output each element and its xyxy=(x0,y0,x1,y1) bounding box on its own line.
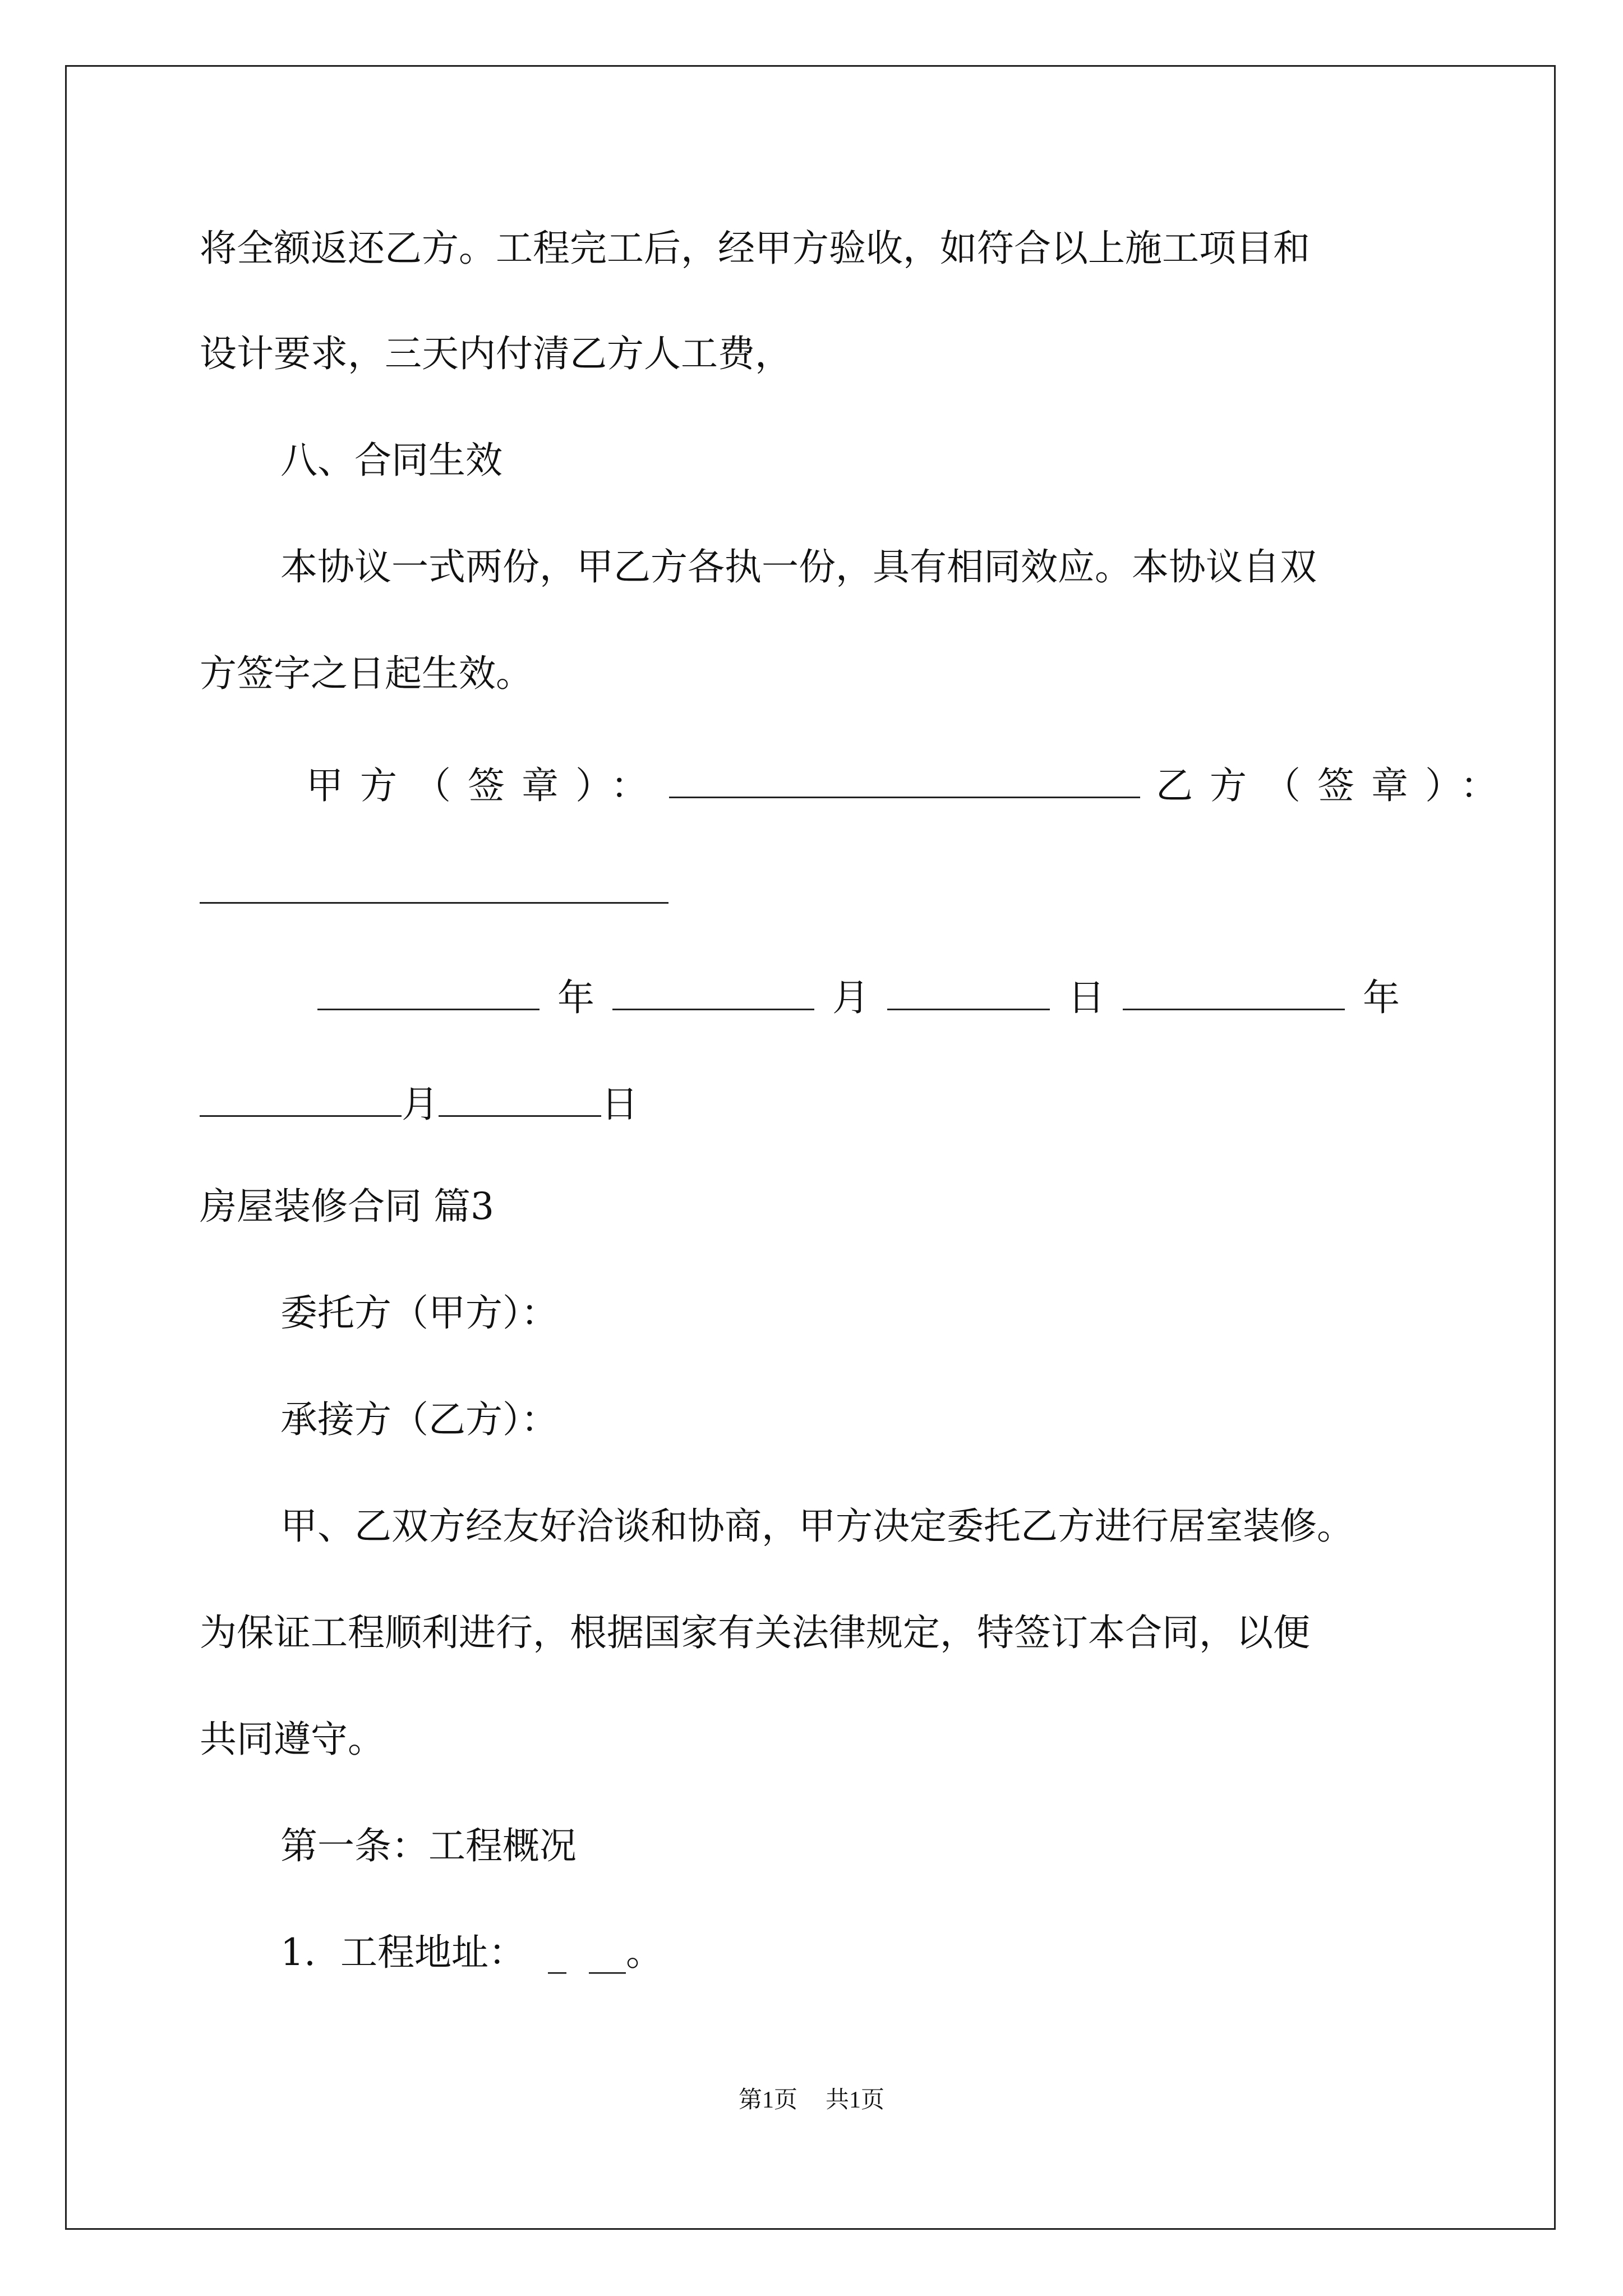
contractor-field: 承接方（乙方）： xyxy=(280,1398,558,1441)
section-heading: 八、合同生效 xyxy=(280,439,502,482)
year-blank xyxy=(1123,975,1345,1010)
paragraph-line: 将全额返还乙方。工程完工后，经甲方验收，如符合以上施工项目和 xyxy=(200,227,1310,270)
paragraph-line: 方签字之日起生效。 xyxy=(200,652,533,695)
address-blank: _ xyxy=(547,1931,566,1974)
day-blank xyxy=(887,975,1050,1010)
year-blank xyxy=(317,975,540,1010)
document-title: 房屋装修合同 篇3 xyxy=(200,1185,494,1228)
signature-line-continued xyxy=(200,868,668,910)
party-a-sign-blank xyxy=(669,763,1140,798)
month-blank xyxy=(200,1082,402,1117)
project-address-field xyxy=(280,1931,663,1974)
day-label: 日 xyxy=(1068,976,1105,1019)
page-footer xyxy=(0,2081,1623,2115)
total-pages: 共1页 xyxy=(826,2087,885,2113)
paragraph-line: 共同遵守。 xyxy=(200,1718,385,1761)
month-label: 月 xyxy=(832,976,869,1019)
project-address-label: 工程地址： xyxy=(340,1931,525,1974)
paragraph-line: 设计要求，三天内付清乙方人工费， xyxy=(200,332,792,375)
day-label: 日 xyxy=(601,1083,638,1126)
paragraph-line: 本协议一式两份，甲乙方各执一份，具有相同效应。本协议自双 xyxy=(280,545,1317,588)
page-number: 第1页 xyxy=(738,2087,797,2113)
paragraph-line: 为保证工程顺利进行，根据国家有关法律规定，特签订本合同，以便 xyxy=(200,1611,1310,1654)
client-field: 委托方（甲方）： xyxy=(280,1291,558,1335)
article-heading: 第一条：工程概况 xyxy=(280,1824,577,1867)
party-b-sign-label: 乙方（签章）： xyxy=(1156,764,1514,807)
page-border xyxy=(65,65,1556,2230)
date-line-continued xyxy=(200,1082,638,1126)
year-label: 年 xyxy=(557,976,594,1019)
date-line xyxy=(317,975,1400,1019)
month-label: 月 xyxy=(402,1083,439,1126)
party-b-sign-blank xyxy=(200,868,668,904)
month-blank xyxy=(612,975,814,1010)
signature-line xyxy=(306,763,1514,807)
paragraph-line: 甲、乙双方经友好洽谈和协商，甲方决定委托乙方进行居室装修。 xyxy=(280,1504,1354,1548)
year-label: 年 xyxy=(1363,976,1400,1019)
party-a-sign-label: 甲方（签章）： xyxy=(306,764,665,807)
address-blank: __。 xyxy=(588,1931,663,1974)
day-blank xyxy=(439,1082,601,1117)
item-number: 1. xyxy=(280,1931,316,1974)
